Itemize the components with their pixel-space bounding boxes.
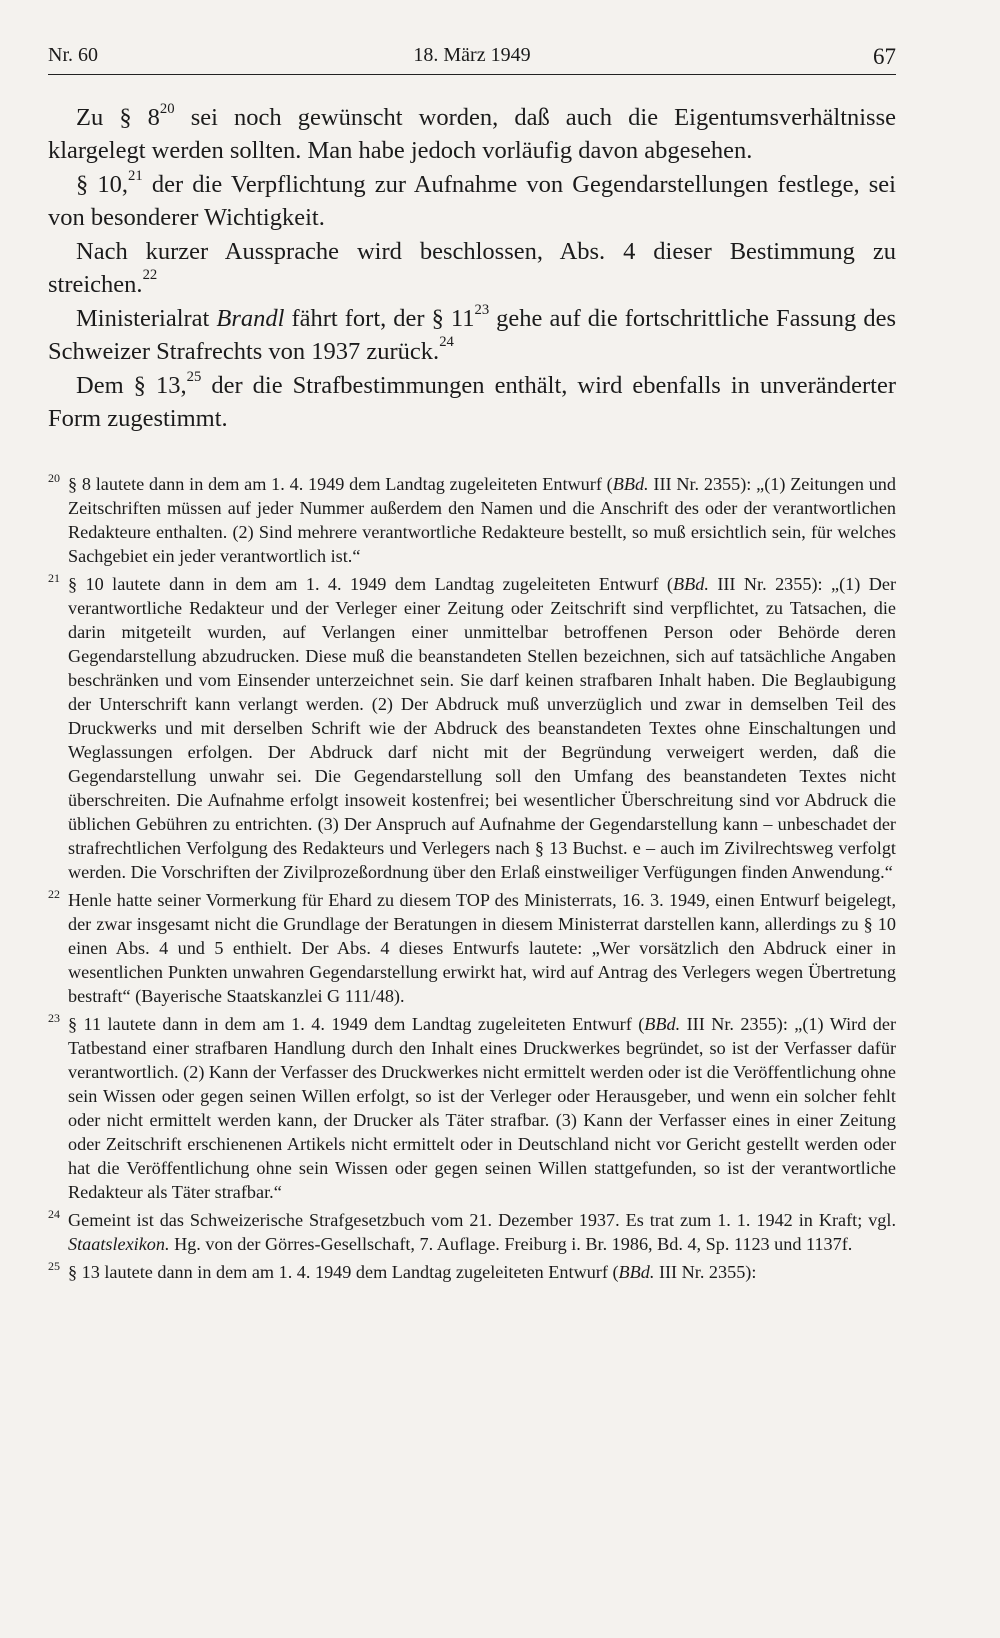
text-run: Zu § 8: [76, 104, 160, 131]
paragraph-2: [48, 169, 896, 234]
footnote-number: 23: [48, 1011, 60, 1025]
footnote-20: [48, 472, 896, 568]
text-run: § 8 lautete dann in dem am 1. 4. 1949 dem Landtag zugeleiteten Entwurf (: [68, 474, 613, 494]
paragraph-1: [48, 102, 896, 167]
text-run: sei noch gewünscht worden, daß auch die Eigentumsverhältnisse klargelegt werden sollten. Man habe jedoch vorläufig davon abgesehen.: [48, 104, 897, 164]
header-rule: [48, 74, 896, 75]
footnote-22: [48, 888, 896, 1008]
citation: BBd.: [618, 1262, 655, 1282]
text-run: Hg. von der Görres-Gesellschaft, 7. Auflage. Freiburg i. Br. 1986, Bd. 4, Sp. 1123 und 1137f.: [169, 1234, 853, 1254]
person-name: Brandl: [216, 305, 285, 332]
text-run: § 11 lautete dann in dem am 1. 4. 1949 dem Landtag zugeleiteten Entwurf (: [68, 1014, 645, 1034]
footnote-23: [48, 1012, 896, 1204]
footnote-number: 20: [48, 471, 60, 485]
footnote-number: 21: [48, 571, 60, 585]
footnote-ref: 23: [474, 301, 490, 318]
footnote-ref: 20: [159, 100, 175, 117]
text-run: Ministerialrat: [76, 305, 217, 332]
citation: BBd.: [673, 574, 709, 594]
paragraph-5: [48, 370, 896, 435]
paragraph-4: [48, 303, 896, 368]
text-run: III Nr. 2355): „(1) Der verantwortliche Redakteur und der Verleger einer Zeitung oder Zeitschrift sind verpflichtet, zu Tatsachen, die darin mitgeteilt wurden, auf Verlangen einer unmittelbar betroffenen Person oder Behörde deren Gegendarstellung abzudrucken. Diese muß die beanstandeten Stellen bezeichnen, sich auf tatsächliche Angaben beschränken und vom Einsender unterzeichnet sein. Sie darf keinen strafbaren Inhalt haben. Die Beglaubigung der Unterschrift kann verlangt werden. (2) Der Abdruck muß unverzüglich und zwar in demselben Teil des Druckwerks und mit derselben Schrift wie der Abdruck des beanstandeten Textes ohne Einschaltungen und Weglassungen erfolgen. Der Abdruck darf nicht mit der Begründung verweigert werden, daß die Gegendarstellung unwahr sei. Die Gegendarstellung soll den Umfang des beanstandeten Textes nicht überschreiten. Die Aufnahme erfolgt insoweit kostenfrei; bei wesentlicher Überschreitung sind vor Abdruck die üblichen Gebühren zu entrichten. (3) Der Anspruch auf Aufnahme der Gegendarstellung kann – unbeschadet der strafrechtlichen Verfolgung des Redakteurs und Verlegers nach § 13 Buchst. e – auch im Zivilrechtsweg verfolgt werden. Die Vorschriften der Zivilprozeßordnung über den Erlaß einstweiliger Verfügungen finden Anwendung.“: [68, 574, 896, 882]
text-run: der die Verpflichtung zur Aufnahme von Gegendarstellungen festlege, sei von besonderer Wichtigkeit.: [48, 171, 896, 231]
text-run: Nach kurzer Aussprache wird beschlossen, Abs. 4 dieser Bestimmung zu streichen.: [48, 238, 896, 298]
citation: BBd.: [644, 1014, 681, 1034]
text-run: Henle hatte seiner Vormerkung für Ehard zu diesem TOP des Ministerrats, 16. 3. 1949, einen Entwurf beigelegt, der zwar insgesamt nicht die Grundlage der Beratungen in diesem Ministerrat darstellen kann, allerdings zu § 10 einen Abs. 4 und 5 enthielt. Der Abs. 4 dieses Entwurfs lautete: „Wer vorsätzlich den Abdruck einer in wesentlichen Punkten unwahren Gegendarstellung erwirkt hat, wird auf Antrag des Verlegers wegen Übertretung bestraft“ (Bayerische Staatskanzlei G 111/48).: [68, 890, 896, 1006]
text-run: III Nr. 2355): „(1) Zeitungen und Zeitschriften müssen auf jeder Nummer außerdem den Namen und die Anschrift des oder der verantwortlichen Redakteure enthalten. (2) Sind mehrere verantwortliche Redakteure bestellt, so muß ersichtlich sein, für welches Sachgebiet ein jeder verantwortlich ist.“: [68, 474, 896, 566]
footnote-ref: 25: [186, 368, 202, 385]
text-run: § 10 lautete dann in dem am 1. 4. 1949 dem Landtag zugeleiteten Entwurf (: [68, 574, 673, 594]
paragraph-3: [48, 236, 896, 301]
footnotes: [48, 472, 896, 1288]
footnote-ref: 21: [128, 167, 143, 184]
text-run: der die Strafbestimmungen enthält, wird ebenfalls in unveränderter Form zugestimmt.: [48, 372, 897, 432]
citation: Staatslexikon.: [68, 1234, 170, 1254]
text-run: § 13 lautete dann in dem am 1. 4. 1949 dem Landtag zugeleiteten Entwurf (: [68, 1262, 619, 1282]
text-run: fährt fort, der § 11: [284, 305, 475, 332]
running-header: [48, 44, 896, 74]
footnote-number: 24: [48, 1207, 60, 1221]
text-run: gehe auf die fortschrittliche Fassung des Schweizer Strafrechts von 1937 zurück.: [48, 305, 896, 365]
footnote-number: 25: [48, 1259, 60, 1273]
text-run: III Nr. 2355):: [654, 1262, 757, 1282]
footnote-24: [48, 1208, 896, 1256]
main-text: [48, 102, 896, 437]
page-number: 67: [873, 44, 896, 69]
footnote-ref: 24: [439, 334, 454, 351]
text-run: III Nr. 2355): „(1) Wird der Tatbestand einer strafbaren Handlung durch den Inhalt eines Druckwerkes begründet, so ist der Verfasser dafür verantwortlich. (2) Kann der Verfasser des Druckwerkes nicht ermittelt werden oder ist die Veröffentlichung ohne sein Wissen oder gegen seinen Willen erfolgt, so ist der Verleger oder Herausgeber, und wenn ein solcher fehlt oder nicht ermittelt werden kann, der Drucker als Täter strafbar. (3) Kann der Verfasser eines in einer Zeitung oder Zeitschrift erschienenen Artikels nicht ermittelt oder in Deutschland nicht vor Gericht gestellt werden oder hat die Veröffentlichung ohne sein Wissen oder gegen seinen Willen stattgefunden, so ist der verantwortliche Redakteur als Täter strafbar.“: [68, 1014, 896, 1202]
text-run: § 10,: [76, 171, 129, 198]
footnote-ref: 22: [142, 267, 158, 284]
header-date: 18. März 1949: [413, 44, 531, 66]
text-run: Dem § 13,: [76, 372, 187, 399]
footnote-number: 22: [48, 887, 60, 901]
footnote-25: [48, 1260, 896, 1284]
issue-number: Nr. 60: [48, 44, 98, 66]
footnote-21: [48, 572, 896, 884]
citation: BBd.: [612, 474, 649, 494]
text-run: Gemeint ist das Schweizerische Strafgesetzbuch vom 21. Dezember 1937. Es trat zum 1. 1. 1942 in Kraft; vgl.: [68, 1210, 896, 1230]
